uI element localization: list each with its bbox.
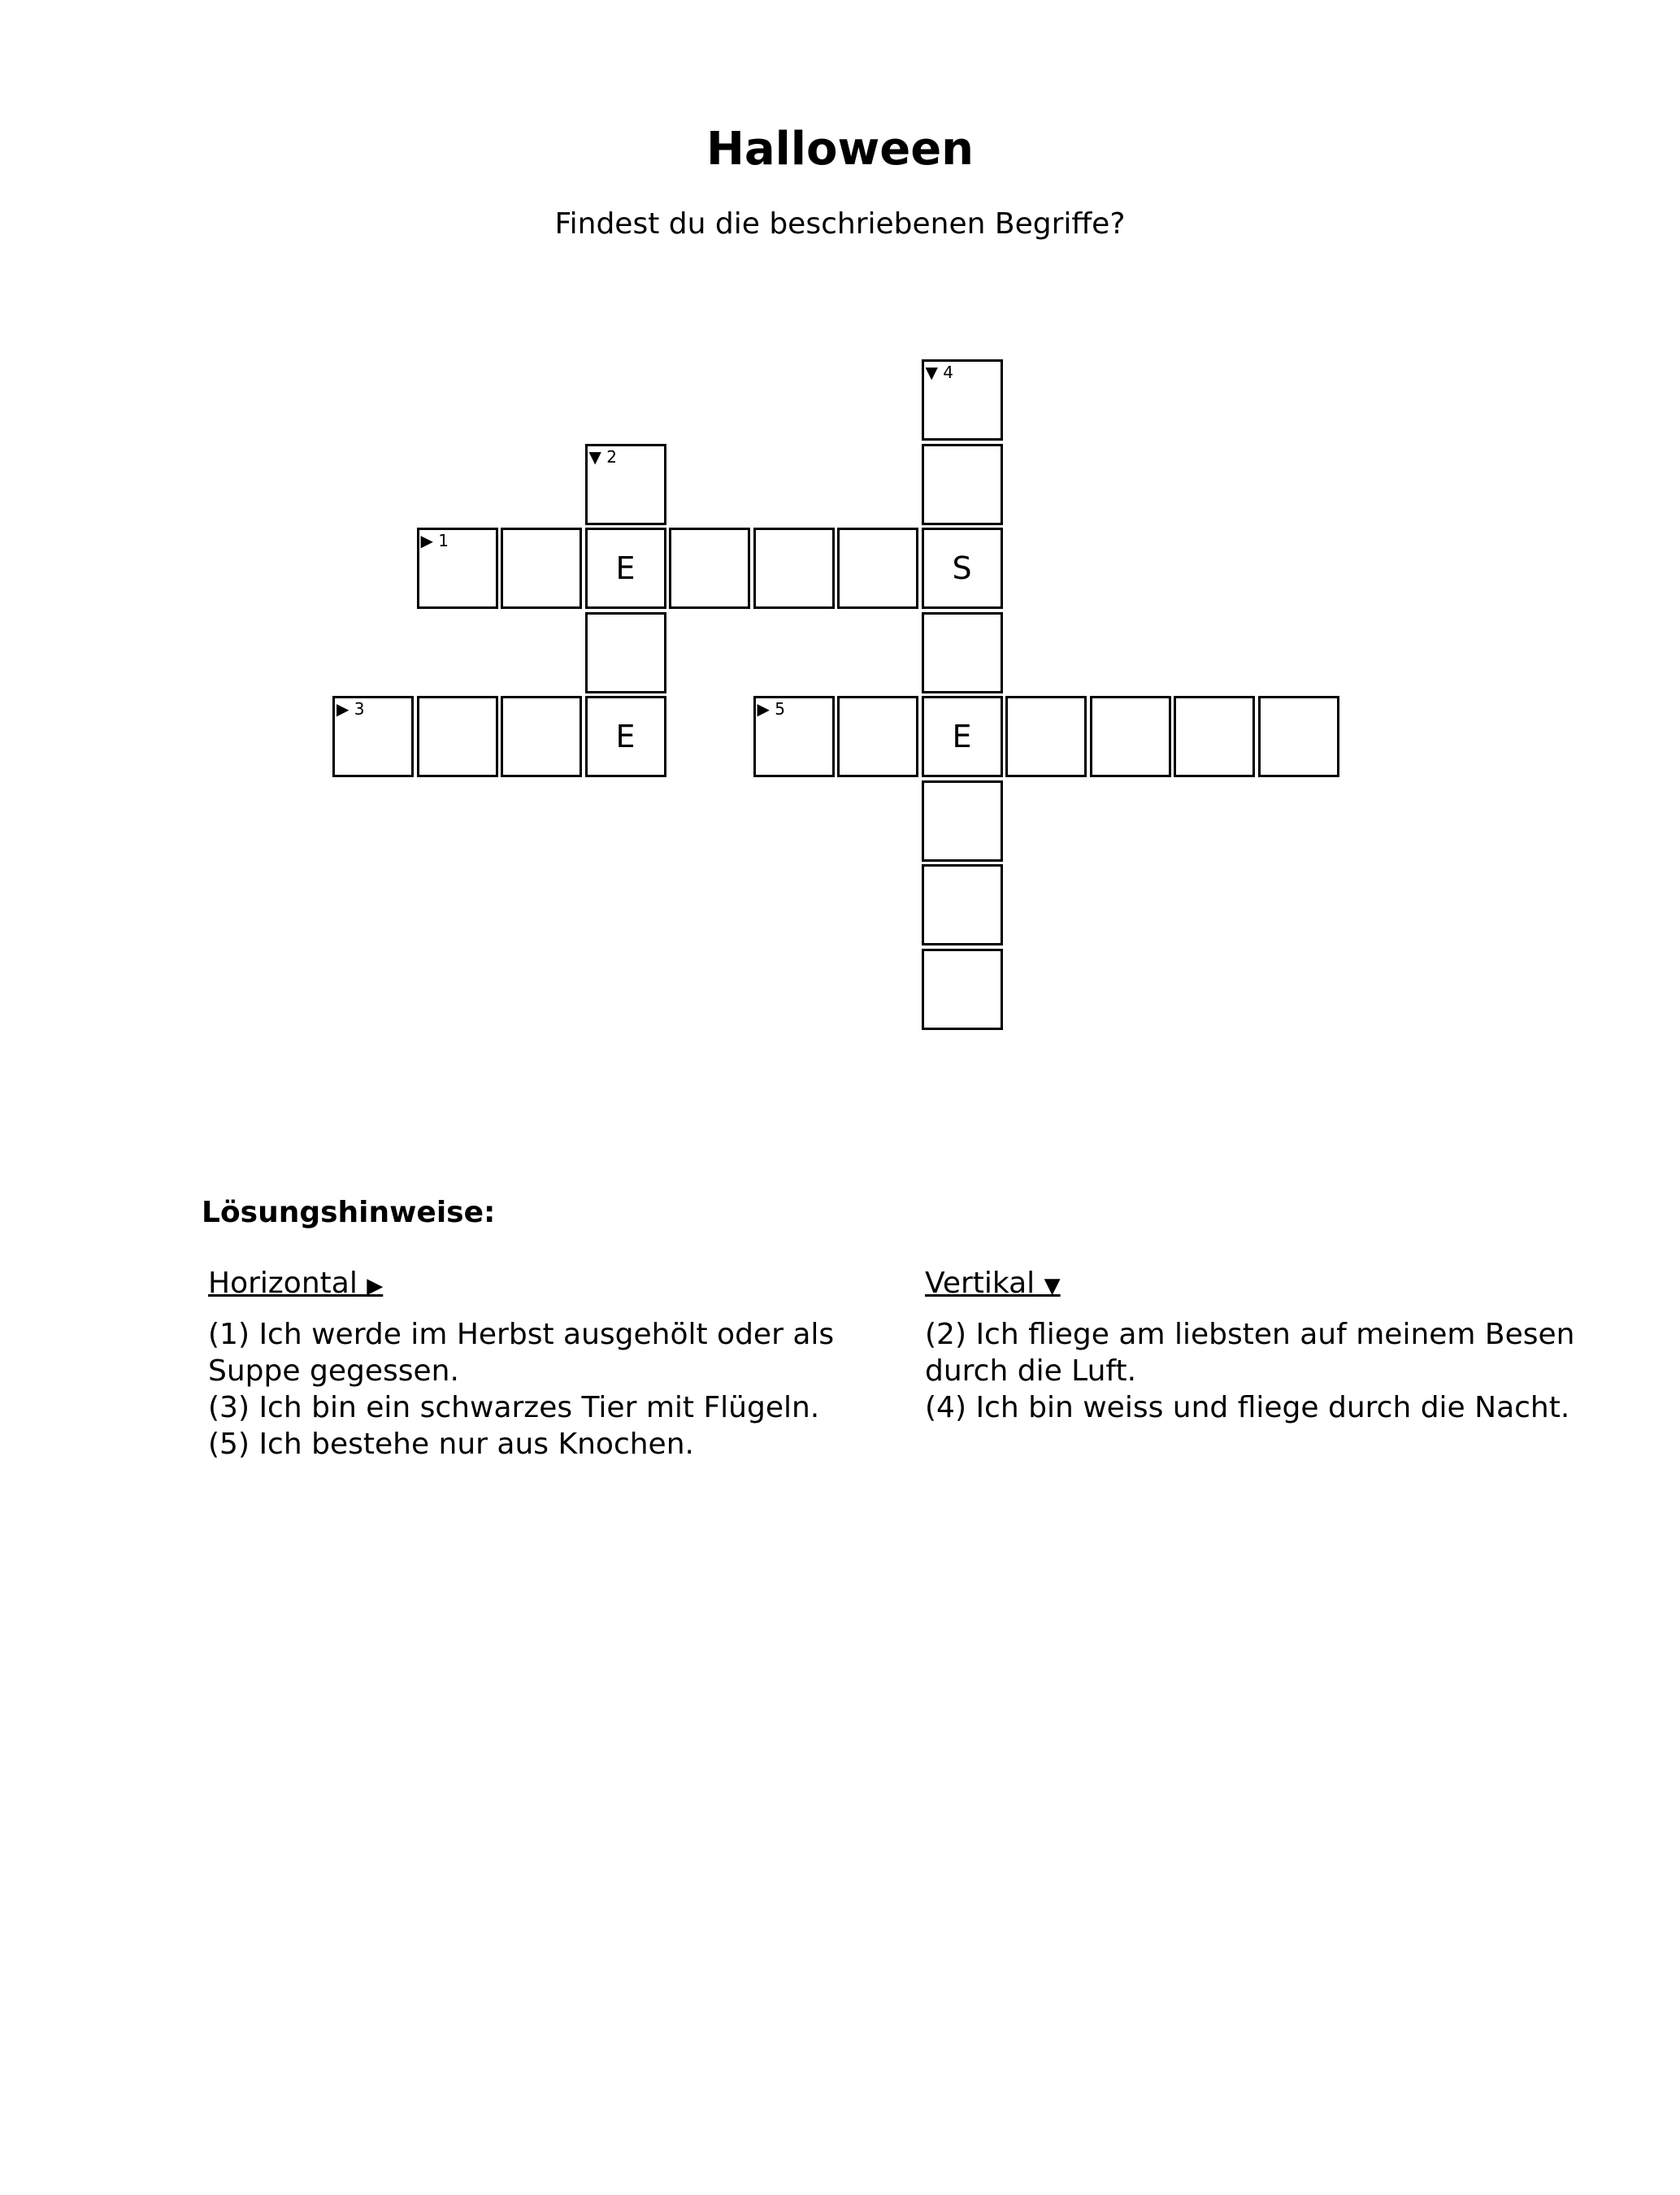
horizontal-heading <box>208 1265 915 1305</box>
clue-number-marker: ▼ 4 <box>925 363 953 382</box>
clue-down-4: (4) Ich bin weiss und fliege durch die Nacht. <box>925 1391 1570 1424</box>
crossword-cell[interactable] <box>837 696 918 777</box>
clue-number-marker: ▼ 2 <box>588 446 617 467</box>
crossword-cell[interactable] <box>501 696 582 777</box>
crossword-cell[interactable] <box>922 444 1003 525</box>
crossword-cell[interactable] <box>922 780 1003 862</box>
crossword-grid <box>0 0 1680 1057</box>
vertical-label: Vertikal <box>925 1267 1035 1300</box>
given-letter: E <box>615 719 636 754</box>
crossword-cell[interactable] <box>332 696 414 777</box>
vertical-heading <box>925 1265 1632 1305</box>
crossword-cell[interactable] <box>753 696 835 777</box>
clue-across-1: (1) Ich werde im Herbst ausgehölt oder als Suppe gegessen. <box>208 1318 835 1388</box>
given-letter: E <box>952 719 972 754</box>
crossword-cell[interactable] <box>922 696 1003 777</box>
crossword-cell[interactable] <box>1005 696 1087 777</box>
crossword-cell[interactable] <box>922 949 1003 1030</box>
crossword-cell[interactable] <box>669 528 750 609</box>
crossword-cell[interactable] <box>417 696 498 777</box>
crossword-cell[interactable] <box>1174 696 1255 777</box>
crossword-cell[interactable] <box>585 696 666 777</box>
clue-number-marker: ▶ 1 <box>420 531 449 550</box>
crossword-cell[interactable] <box>417 528 498 609</box>
crossword-cell[interactable] <box>837 528 918 609</box>
crossword-cell[interactable] <box>585 444 666 525</box>
crossword-cell[interactable] <box>1090 696 1171 777</box>
crossword-cell[interactable] <box>1258 696 1339 777</box>
horizontal-label: Horizontal <box>208 1267 358 1300</box>
arrow-down-icon: ▼ <box>1044 1274 1061 1298</box>
clue-down-2: (2) Ich fliege am liebsten auf meinem Besen durch die Luft. <box>925 1318 1575 1388</box>
page-subtitle: Findest du die beschriebenen Begriffe? <box>554 207 1126 241</box>
given-letter: S <box>952 550 972 586</box>
clue-across-5: (5) Ich bestehe nur aus Knochen. <box>208 1428 694 1461</box>
page-title: Halloween <box>705 123 975 176</box>
crossword-cell[interactable] <box>922 359 1003 441</box>
crossword-cell[interactable] <box>585 528 666 609</box>
hints-heading: Lösungshinweise: <box>202 1196 496 1229</box>
given-letter: E <box>615 550 636 586</box>
horizontal-clues <box>208 1265 915 1463</box>
crossword-cell[interactable] <box>753 528 835 609</box>
clue-number-marker: ▶ 3 <box>336 699 365 719</box>
crossword-cell[interactable] <box>922 864 1003 945</box>
crossword-cell[interactable] <box>585 612 666 693</box>
clue-across-3: (3) Ich bin ein schwarzes Tier mit Flügeln. <box>208 1391 820 1424</box>
clue-number-marker: ▶ 5 <box>757 699 785 719</box>
vertical-clues <box>925 1265 1632 1426</box>
crossword-cell[interactable] <box>501 528 582 609</box>
crossword-cell[interactable] <box>922 612 1003 693</box>
arrow-right-icon: ▶ <box>367 1274 384 1298</box>
crossword-cell[interactable] <box>922 528 1003 609</box>
